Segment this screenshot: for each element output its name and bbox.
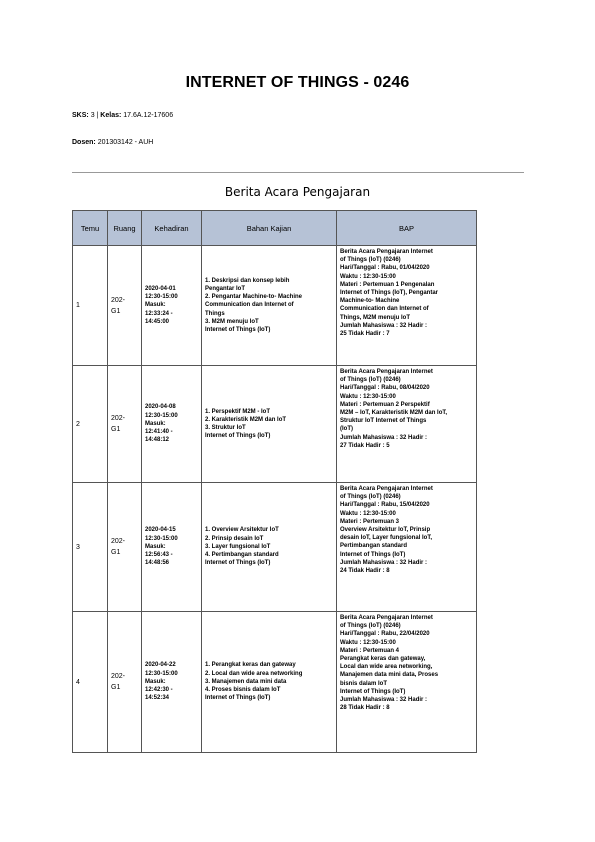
header-kehadiran: Kehadiran (142, 211, 202, 246)
cell-bap: Berita Acara Pengajaran Internet of Things (IoT) (0246) Hari/Tanggal : Rabu, 08/04/2020 Waktu : 12:30-15:00 Materi : Pertemuan 2 Perspektif M2M – IoT, Karakteristik M2M dan IoT, Struktur IoT Internet of Things (IoT) Jumlah Mahasiswa : 32 Hadir : 27 Tidak Hadir : 5 (337, 366, 477, 483)
header-temu: Temu (73, 211, 108, 246)
dosen-line (72, 139, 153, 146)
cell-kehadiran: 2020-04-08 12:30-15:00 Masuk: 12:41:40 - 14:48:12 (142, 366, 202, 483)
kelas-label: Kelas: (100, 112, 122, 119)
bap-table (72, 210, 477, 753)
dosen-label: Dosen: (72, 139, 96, 146)
cell-kehadiran: 2020-04-22 12:30-15:00 Masuk: 12:42:30 - 14:52:34 (142, 612, 202, 753)
cell-bap: Berita Acara Pengajaran Internet of Things (IoT) (0246) Hari/Tanggal : Rabu, 15/04/2020 Waktu : 12:30-15:00 Materi : Pertemuan 3 Overview Arsitektur IoT, Prinsip desain IoT, Layer fungsional IoT, Pertimbangan standard Internet of Things (IoT) Jumlah Mahasiswa : 32 Hadir : 24 Tidak Hadir : 8 (337, 483, 477, 612)
cell-ruang: 202- G1 (108, 612, 142, 753)
table-row (73, 612, 477, 753)
sks-kelas-line (72, 112, 173, 119)
section-title: Berita Acara Pengajaran (224, 185, 371, 199)
cell-ruang: 202- G1 (108, 483, 142, 612)
header-bahan-kajian: Bahan Kajian (202, 211, 337, 246)
cell-temu: 4 (73, 612, 108, 753)
page-title: INTERNET OF THINGS - 0246 (185, 74, 410, 91)
cell-bahan-kajian: 1. Overview Arsitektur IoT 2. Prinsip desain IoT 3. Layer fungsional IoT 4. Pertimbangan standard Internet of Things (IoT) (202, 483, 337, 612)
cell-bahan-kajian: 1. Deskripsi dan konsep lebih Pengantar IoT 2. Pengantar Machine-to- Machine Communication dan Internet of Things 3. M2M menuju IoT Internet of Things (IoT) (202, 246, 337, 366)
sks-label: SKS: (72, 112, 89, 119)
kelas-value: 17.6A.12-17606 (123, 112, 174, 119)
header-bap: BAP (337, 211, 477, 246)
cell-bap: Berita Acara Pengajaran Internet of Things (IoT) (0246) Hari/Tanggal : Rabu, 01/04/2020 Waktu : 12:30-15:00 Materi : Pertemuan 1 Pengenalan Internet of Things (IoT), Pengantar Machine-to- Machine Communication dan Internet of Things, M2M menuju IoT Jumlah Mahasiswa : 32 Hadir : 25 Tidak Hadir : 7 (337, 246, 477, 366)
cell-ruang: 202- G1 (108, 366, 142, 483)
cell-temu: 2 (73, 366, 108, 483)
dosen-value: 201303142 - AUH (97, 139, 154, 146)
cell-temu: 1 (73, 246, 108, 366)
header-ruang: Ruang (108, 211, 142, 246)
sks-value: 3 | (90, 112, 101, 119)
cell-temu: 3 (73, 483, 108, 612)
cell-kehadiran: 2020-04-15 12:30-15:00 Masuk: 12:56:43 - 14:48:56 (142, 483, 202, 612)
cell-bahan-kajian: 1. Perspektif M2M - IoT 2. Karakteristik M2M dan IoT 3. Struktur IoT Internet of Things (IoT) (202, 366, 337, 483)
cell-bahan-kajian: 1. Perangkat keras dan gateway 2. Local dan wide area networking 3. Manajemen data mini data 4. Proses bisnis dalam IoT Internet of Things (IoT) (202, 612, 337, 753)
table-header-row (73, 211, 477, 246)
cell-ruang: 202- G1 (108, 246, 142, 366)
table-row (73, 483, 477, 612)
table-row (73, 246, 477, 366)
table-row (73, 366, 477, 483)
cell-kehadiran: 2020-04-01 12:30-15:00 Masuk: 12:33:24 - 14:45:00 (142, 246, 202, 366)
divider (72, 172, 524, 173)
cell-bap: Berita Acara Pengajaran Internet of Things (IoT) (0246) Hari/Tanggal : Rabu, 22/04/2020 Waktu : 12:30-15:00 Materi : Pertemuan 4 Perangkat keras dan gateway, Local dan wide area networking, Manajemen data mini data, Proses bisnis dalam IoT Internet of Things (IoT) Jumlah Mahasiswa : 32 Hadir : 28 Tidak Hadir : 8 (337, 612, 477, 753)
